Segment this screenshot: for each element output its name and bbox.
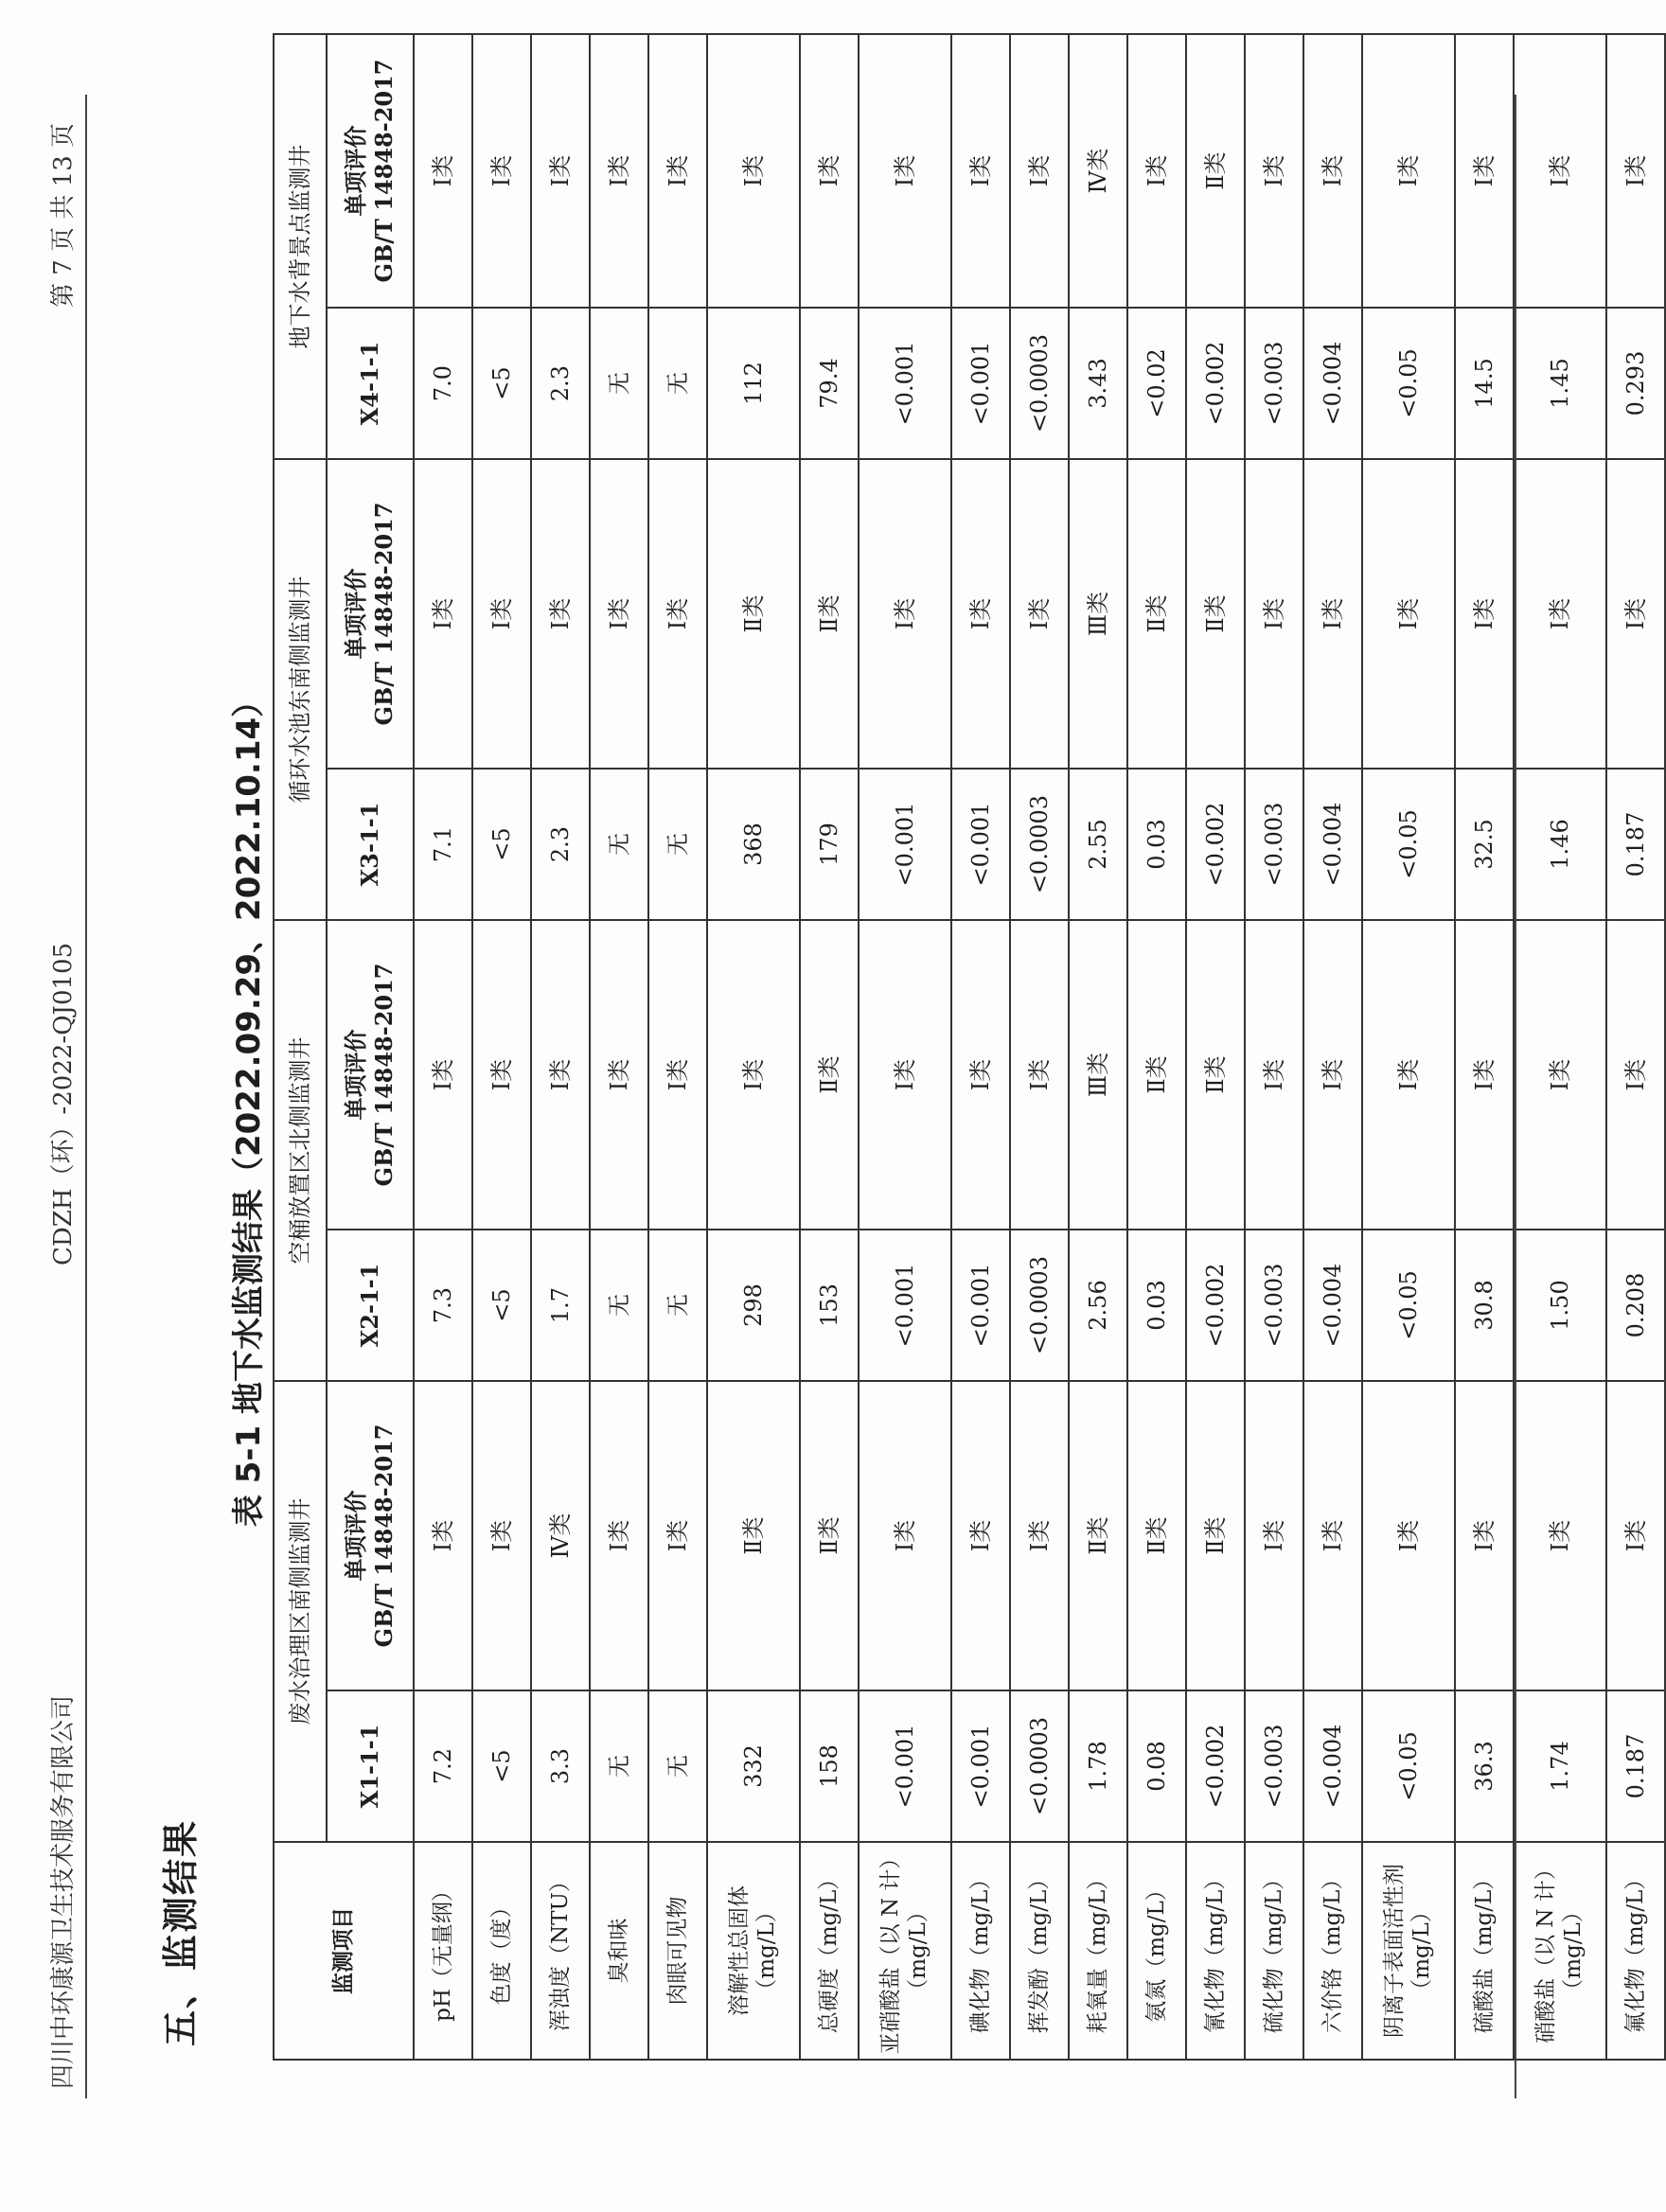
table-row xyxy=(472,34,531,2060)
class-rating: Ⅰ类 xyxy=(472,1381,531,1690)
table-row xyxy=(531,34,590,2060)
class-rating: Ⅰ类 xyxy=(1303,34,1362,308)
footer-divider xyxy=(1515,95,1516,2098)
measured-value: 0.208 xyxy=(1606,1230,1665,1381)
table-row xyxy=(1186,34,1245,2060)
class-rating: Ⅱ类 xyxy=(800,1381,859,1690)
class-rating: Ⅰ类 xyxy=(472,34,531,308)
monitor-item: 六价铬（mg/L） xyxy=(1303,1842,1362,2060)
class-rating: Ⅰ类 xyxy=(859,1381,951,1690)
measured-value: 1.45 xyxy=(1514,308,1606,459)
class-rating: Ⅱ类 xyxy=(800,459,859,769)
class-rating: Ⅰ类 xyxy=(707,34,800,308)
class-rating: Ⅰ类 xyxy=(1455,34,1514,308)
class-rating: Ⅰ类 xyxy=(531,920,590,1230)
measured-value: 2.56 xyxy=(1069,1230,1127,1381)
class-rating: Ⅰ类 xyxy=(1362,459,1455,769)
monitor-item: 氟化物（mg/L） xyxy=(1606,1842,1665,2060)
measured-value: 7.2 xyxy=(414,1690,472,1842)
class-rating: Ⅰ类 xyxy=(1514,920,1606,1230)
measured-value: 1.74 xyxy=(1514,1690,1606,1842)
table-row xyxy=(800,34,859,2060)
class-rating: Ⅰ类 xyxy=(1010,459,1069,769)
measured-value: <0.002 xyxy=(1186,769,1245,920)
class-rating: Ⅱ类 xyxy=(1127,1381,1186,1690)
class-rating: Ⅱ类 xyxy=(1186,459,1245,769)
table-row xyxy=(1245,34,1303,2060)
measured-value: 1.7 xyxy=(531,1230,590,1381)
results-table xyxy=(273,33,1666,2061)
table-row xyxy=(1127,34,1186,2060)
table-row xyxy=(590,34,648,2060)
measured-value: <0.05 xyxy=(1362,769,1455,920)
measured-value: <0.003 xyxy=(1245,1690,1303,1842)
class-rating: Ⅰ类 xyxy=(1455,1381,1514,1690)
class-rating: Ⅰ类 xyxy=(1514,1381,1606,1690)
class-rating: Ⅰ类 xyxy=(951,459,1010,769)
measured-value: 0.03 xyxy=(1127,769,1186,920)
header-divider xyxy=(85,95,87,2098)
measured-value: <0.001 xyxy=(859,308,951,459)
class-rating: Ⅰ类 xyxy=(472,459,531,769)
measured-value: <0.001 xyxy=(951,1690,1010,1842)
measured-value: 1.78 xyxy=(1069,1690,1127,1842)
class-rating: Ⅰ类 xyxy=(859,459,951,769)
class-rating: Ⅳ类 xyxy=(1069,34,1127,308)
measured-value: 无 xyxy=(648,1690,707,1842)
measured-value: <5 xyxy=(472,769,531,920)
measured-value: 3.3 xyxy=(531,1690,590,1842)
measured-value: 1.50 xyxy=(1514,1230,1606,1381)
monitor-item: 碘化物（mg/L） xyxy=(951,1842,1010,2060)
class-rating: Ⅰ类 xyxy=(1514,459,1606,769)
measured-value: <0.001 xyxy=(951,769,1010,920)
class-rating: Ⅰ类 xyxy=(648,920,707,1230)
measured-value: 7.3 xyxy=(414,1230,472,1381)
measured-value: 332 xyxy=(707,1690,800,1842)
class-rating: Ⅰ类 xyxy=(1455,459,1514,769)
class-rating: Ⅱ类 xyxy=(707,459,800,769)
monitor-item: pH（无量纲） xyxy=(414,1842,472,2060)
measured-value: <0.0003 xyxy=(1010,1690,1069,1842)
table-row xyxy=(1069,34,1127,2060)
site-code: X1-1-1 xyxy=(327,1690,414,1842)
class-rating: Ⅰ类 xyxy=(648,459,707,769)
table-row xyxy=(648,34,707,2060)
measured-value: 无 xyxy=(648,769,707,920)
measured-value: 3.43 xyxy=(1069,308,1127,459)
class-rating: Ⅰ类 xyxy=(1245,459,1303,769)
measured-value: 368 xyxy=(707,769,800,920)
measured-value: 无 xyxy=(590,1690,648,1842)
class-rating: Ⅳ类 xyxy=(531,1381,590,1690)
measured-value: 79.4 xyxy=(800,308,859,459)
measured-value: <0.004 xyxy=(1303,1230,1362,1381)
measured-value: 2.3 xyxy=(531,308,590,459)
class-rating: Ⅰ类 xyxy=(1303,1381,1362,1690)
class-rating: Ⅰ类 xyxy=(951,920,1010,1230)
measured-value: 30.8 xyxy=(1455,1230,1514,1381)
class-rating: Ⅰ类 xyxy=(1010,34,1069,308)
class-rating: Ⅰ类 xyxy=(1010,1381,1069,1690)
measured-value: 0.187 xyxy=(1606,769,1665,920)
class-rating: Ⅱ类 xyxy=(1127,459,1186,769)
table-row xyxy=(1606,34,1665,2060)
eval-header: 单项评价 GB/T 14848-2017 xyxy=(327,1381,414,1690)
monitor-item: 臭和味 xyxy=(590,1842,648,2060)
measured-value: <0.05 xyxy=(1362,1230,1455,1381)
measured-value: <0.004 xyxy=(1303,1690,1362,1842)
site-code: X3-1-1 xyxy=(327,769,414,920)
class-rating: Ⅲ类 xyxy=(1069,920,1127,1230)
site-name: 废水治理区南侧监测井 xyxy=(274,1381,327,1842)
class-rating: Ⅰ类 xyxy=(1245,920,1303,1230)
measured-value: <0.001 xyxy=(859,1690,951,1842)
class-rating: Ⅰ类 xyxy=(1303,459,1362,769)
class-rating: Ⅱ类 xyxy=(1069,1381,1127,1690)
monitor-item: 氰化物（mg/L） xyxy=(1186,1842,1245,2060)
monitor-item: 硫化物（mg/L） xyxy=(1245,1842,1303,2060)
table-row xyxy=(1455,34,1514,2060)
measured-value: 无 xyxy=(648,308,707,459)
measured-value: <0.004 xyxy=(1303,308,1362,459)
measured-value: 无 xyxy=(590,769,648,920)
measured-value: 158 xyxy=(800,1690,859,1842)
class-rating: Ⅱ类 xyxy=(1186,1381,1245,1690)
monitor-item: 阴离子表面活性剂 （mg/L） xyxy=(1362,1842,1455,2060)
class-rating: Ⅰ类 xyxy=(1245,1381,1303,1690)
measured-value: 无 xyxy=(590,308,648,459)
class-rating: Ⅰ类 xyxy=(1010,920,1069,1230)
measured-value: 179 xyxy=(800,769,859,920)
class-rating: Ⅰ类 xyxy=(1606,459,1665,769)
measured-value: 36.3 xyxy=(1455,1690,1514,1842)
class-rating: Ⅰ类 xyxy=(414,459,472,769)
site-code: X2-1-1 xyxy=(327,1230,414,1381)
site-name: 地下水背景点监测井 xyxy=(274,34,327,459)
monitor-item: 肉眼可见物 xyxy=(648,1842,707,2060)
page-number: 第 7 页 共 13 页 xyxy=(49,123,78,308)
monitor-item: 硝酸盐（以 N 计） （mg/L） xyxy=(1514,1842,1606,2060)
class-rating: Ⅰ类 xyxy=(1455,920,1514,1230)
monitor-item: 硫酸盐（mg/L） xyxy=(1455,1842,1514,2060)
measured-value: 298 xyxy=(707,1230,800,1381)
class-rating: Ⅰ类 xyxy=(590,920,648,1230)
measured-value: 112 xyxy=(707,308,800,459)
table-row xyxy=(1303,34,1362,2060)
monitor-item: 色度（度） xyxy=(472,1842,531,2060)
table-row xyxy=(707,34,800,2060)
class-rating: Ⅲ类 xyxy=(1069,459,1127,769)
table-title: 表 5-1 地下水监测结果（2022.09.29、2022.10.14） xyxy=(230,684,268,1528)
section-title: 五、监测结果 xyxy=(160,1818,202,2046)
class-rating: Ⅰ类 xyxy=(859,34,951,308)
class-rating: Ⅰ类 xyxy=(648,34,707,308)
class-rating: Ⅱ类 xyxy=(1186,34,1245,308)
report-code: CDZH（环）-2022-QJ0105 xyxy=(49,942,78,1265)
class-rating: Ⅱ类 xyxy=(1186,920,1245,1230)
measured-value: <0.002 xyxy=(1186,308,1245,459)
measured-value: 2.3 xyxy=(531,769,590,920)
measured-value: <0.02 xyxy=(1127,308,1186,459)
table-row xyxy=(1362,34,1455,2060)
measured-value: 153 xyxy=(800,1230,859,1381)
class-rating: Ⅰ类 xyxy=(414,34,472,308)
measured-value: <0.0003 xyxy=(1010,1230,1069,1381)
table-row xyxy=(1514,34,1606,2060)
table-row xyxy=(951,34,1010,2060)
item-header: 监测项目 xyxy=(274,1842,414,2060)
class-rating: Ⅱ类 xyxy=(800,920,859,1230)
company-name: 四川中环康源卫生技术服务有限公司 xyxy=(49,1694,78,2089)
class-rating: Ⅰ类 xyxy=(1362,34,1455,308)
measured-value: <5 xyxy=(472,308,531,459)
measured-value: <0.05 xyxy=(1362,308,1455,459)
measured-value: 0.03 xyxy=(1127,1230,1186,1381)
monitor-item: 挥发酚（mg/L） xyxy=(1010,1842,1069,2060)
measured-value: <0.002 xyxy=(1186,1690,1245,1842)
measured-value: 7.0 xyxy=(414,308,472,459)
class-rating: Ⅰ类 xyxy=(1606,920,1665,1230)
class-rating: Ⅰ类 xyxy=(1514,34,1606,308)
class-rating: Ⅰ类 xyxy=(800,34,859,308)
class-rating: Ⅰ类 xyxy=(1127,34,1186,308)
class-rating: Ⅰ类 xyxy=(648,1381,707,1690)
measured-value: 2.55 xyxy=(1069,769,1127,920)
monitor-item: 浑浊度（NTU） xyxy=(531,1842,590,2060)
monitor-item: 耗氧量（mg/L） xyxy=(1069,1842,1127,2060)
monitor-item: 总硬度（mg/L） xyxy=(800,1842,859,2060)
eval-header: 单项评价 GB/T 14848-2017 xyxy=(327,459,414,769)
monitor-item: 氨氮（mg/L） xyxy=(1127,1842,1186,2060)
class-rating: Ⅰ类 xyxy=(531,34,590,308)
table-row xyxy=(859,34,951,2060)
measured-value: <0.003 xyxy=(1245,308,1303,459)
measured-value: <0.004 xyxy=(1303,769,1362,920)
site-code: X4-1-1 xyxy=(327,308,414,459)
class-rating: Ⅰ类 xyxy=(414,920,472,1230)
measured-value: <5 xyxy=(472,1690,531,1842)
measured-value: 0.293 xyxy=(1606,308,1665,459)
class-rating: Ⅰ类 xyxy=(472,920,531,1230)
class-rating: Ⅱ类 xyxy=(1127,920,1186,1230)
measured-value: 0.08 xyxy=(1127,1690,1186,1842)
site-name: 循环水池东南侧监测井 xyxy=(274,459,327,920)
class-rating: Ⅰ类 xyxy=(1303,920,1362,1230)
class-rating: Ⅰ类 xyxy=(590,1381,648,1690)
measured-value: <0.003 xyxy=(1245,769,1303,920)
eval-header: 单项评价 GB/T 14848-2017 xyxy=(327,34,414,308)
measured-value: 1.46 xyxy=(1514,769,1606,920)
class-rating: Ⅰ类 xyxy=(1245,34,1303,308)
class-rating: Ⅰ类 xyxy=(951,34,1010,308)
measured-value: 0.187 xyxy=(1606,1690,1665,1842)
measured-value: 14.5 xyxy=(1455,308,1514,459)
measured-value: <0.001 xyxy=(951,308,1010,459)
measured-value: <0.003 xyxy=(1245,1230,1303,1381)
monitor-item: 溶解性总固体 （mg/L） xyxy=(707,1842,800,2060)
class-rating: Ⅰ类 xyxy=(1606,1381,1665,1690)
class-rating: Ⅰ类 xyxy=(590,459,648,769)
class-rating: Ⅰ类 xyxy=(531,459,590,769)
measured-value: 无 xyxy=(648,1230,707,1381)
measured-value: <5 xyxy=(472,1230,531,1381)
measured-value: <0.001 xyxy=(951,1230,1010,1381)
class-rating: Ⅱ类 xyxy=(707,1381,800,1690)
results-body xyxy=(414,34,1665,2060)
class-rating: Ⅰ类 xyxy=(414,1381,472,1690)
class-rating: Ⅰ类 xyxy=(951,1381,1010,1690)
table-row xyxy=(1010,34,1069,2060)
monitor-item: 亚硝酸盐（以 N 计） （mg/L） xyxy=(859,1842,951,2060)
site-name: 空桶放置区北侧监测井 xyxy=(274,920,327,1381)
measured-value: 无 xyxy=(590,1230,648,1381)
eval-header: 单项评价 GB/T 14848-2017 xyxy=(327,920,414,1230)
class-rating: Ⅰ类 xyxy=(1362,920,1455,1230)
class-rating: Ⅰ类 xyxy=(590,34,648,308)
measured-value: <0.05 xyxy=(1362,1690,1455,1842)
measured-value: <0.0003 xyxy=(1010,308,1069,459)
measured-value: 7.1 xyxy=(414,769,472,920)
measured-value: <0.001 xyxy=(859,1230,951,1381)
measured-value: <0.001 xyxy=(859,769,951,920)
measured-value: <0.002 xyxy=(1186,1230,1245,1381)
measured-value: <0.0003 xyxy=(1010,769,1069,920)
class-rating: Ⅰ类 xyxy=(1606,34,1665,308)
class-rating: Ⅰ类 xyxy=(707,920,800,1230)
class-rating: Ⅰ类 xyxy=(859,920,951,1230)
measured-value: 32.5 xyxy=(1455,769,1514,920)
class-rating: Ⅰ类 xyxy=(1362,1381,1455,1690)
table-row xyxy=(414,34,472,2060)
